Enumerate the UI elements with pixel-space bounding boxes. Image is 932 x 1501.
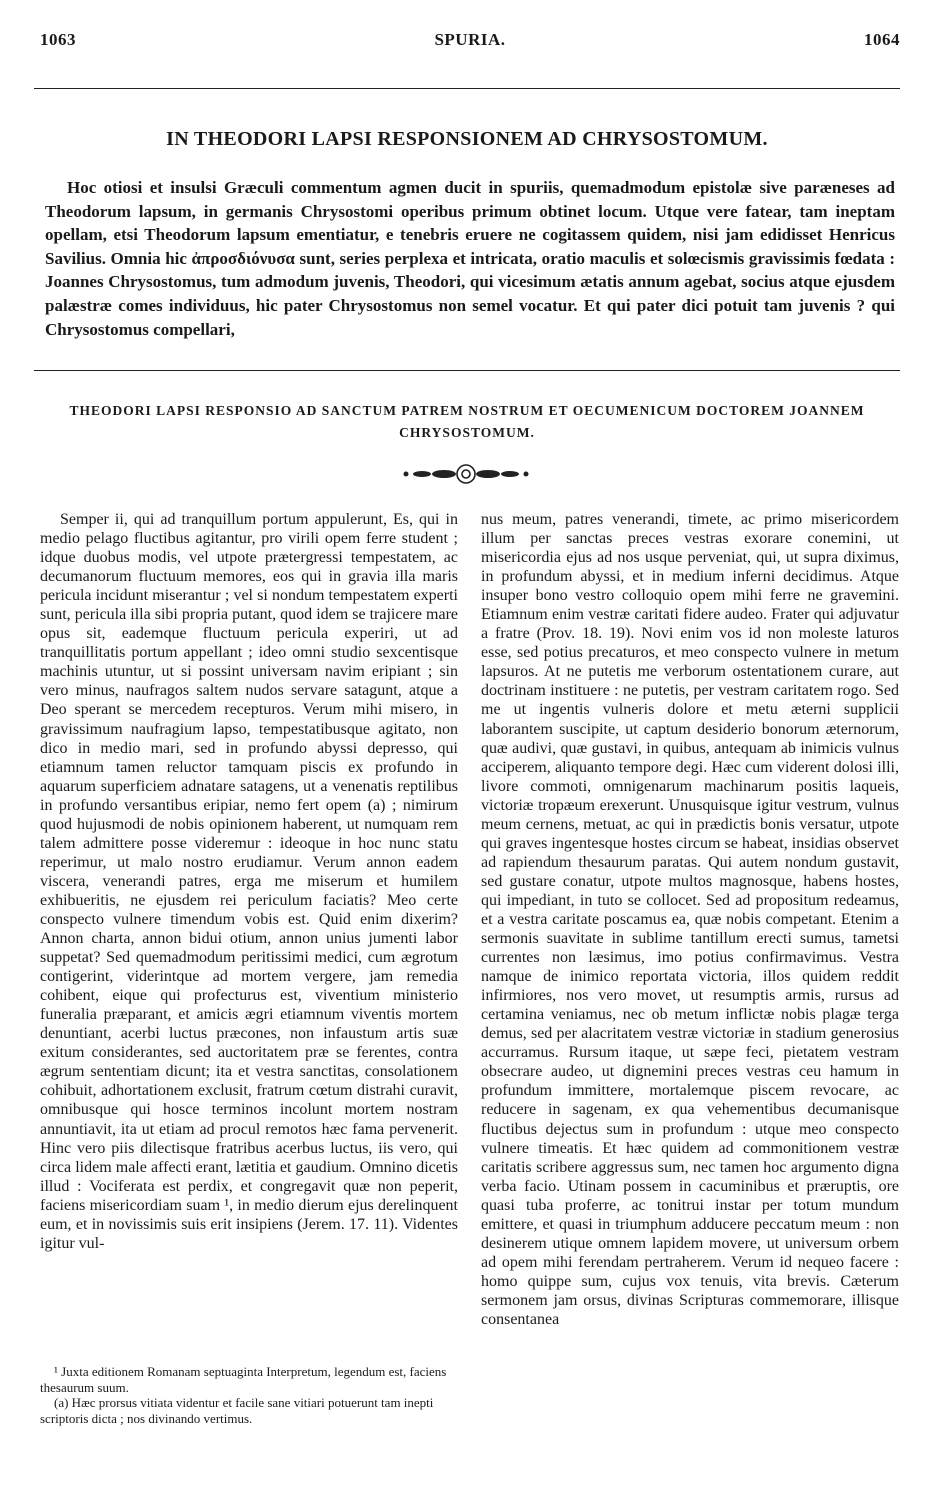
printer-ornament-icon <box>400 462 532 486</box>
document-title: THEODORI LAPSI RESPONSIO AD SANCTUM PATREM NOSTRUM ET OECUMENICUM DOCTOREM JOANNEM CHRYSOSTOMUM. <box>69 403 865 440</box>
section-divider <box>34 370 900 371</box>
footnotes <box>40 1364 458 1426</box>
page-header <box>40 30 900 60</box>
intro-paragraph: Hoc otiosi et insulsi Græculi commentum agmen ducit in spuriis, quemadmodum epistolæ sive paræneses ad Theodorum lapsum, in germanis Chrysostomi operibus primum obtinet locum. Utque vere fatear, tam ineptam opellam, etsi Theodorum lapsum ementiatur, e tenebris eruere ne cogitassem quidem, nisi jam edidisset Henricus Savilius. Omnia hic ἀπροσδιόνυσα sunt, series perplexa et intricata, oratio maculis et solœcismis gravissimis fœdata : Joannes Chrysostomus, tum admodum juvenis, Theodori, qui vicesimum ætatis annum agebat, socius atque ejusdem palæstræ comes individuus, hic pater Chrysostomus non semel vocatur. Et qui pater dici potuit tam juvenis ? qui Chrysostomus compellari, <box>45 178 895 339</box>
text-column-left: Semper ii, qui ad tranquillum portum appulerunt, Es, qui in medio pelago fluctibus agitantur, pro virili opem ferre student ; idque duobus modis, vel utpote prætergressi tempestatem, ac decumanorum fluctuum memores, eos qui in gravia illa maris pericula incidunt miserantur ; vel si nondum tempestatem experti sunt, pericula illa sibi propria putant, quod idem se trajicere mare opus sit, eademque fluctuum pericula experiri, ut ad tranquillitatis portum appellant ; ideo omni studio sexcentisque machinis utuntur, ut si possint universam navim eripiant ; sin vero minus, naufragos saltem nudos servare satagunt, atque a Deo sperant se mercedem recepturos. Verum mihi misero, in gravissimum naufragium lapso, tempestatibusque agitato, non dico in medio mari, sed in profundo abyssi depresso, qui etiamnum tamen reluctor tamquam piscis ex profundo in aquarum superficiem adnatare satagens, ut a venenatis reptilibus in profundo versantibus eripiar, nemo fert opem (a) ; nimirum quod hujusmodi de nobis opinionem haberent, ut numquam rem talem admittere posse videremur : ideoque in hoc nunc statu reperimur, ut malo nostro erudiamur. Verum annon eadem viscera, venerandi patres, erga me miserum et humilem exhibueritis, ne ejusdem rei periculum faciatis? Meo certe conspecto vulnere timendum vobis est. Quid enim dixerim? Annon charta, annon bidui otium, annon unius jumenti labor suppetat? Sed quemadmodum peritissimi medici, cum ægrotum contigerint, viderintque ad mortem vergere, jam remedia cohibent, eique qui profecturus est, viventium ministerio funeralia præparant, et amicis ægri etiamnum viventis mortem denuntiant, acerbi luctus præcones, non infaustum artis suæ exitum considerantes, sed auctoritatem præ se ferentes, contra ægrum sententiam dicunt; ita et vestra sanctitas, consolationem cohibuit, adhortationem exclusit, fratrum cœtum distrahi curavit, omnibusque qui hosce terminos incolunt mortem nostram annuntiavit, ita ut etiam ad procul remotos hæc fama pervenerit. Hinc vero piis dilectisque fratribus acerbus luctus, iis vero, qui circa lidem male affecti erant, lætitia et gaudium. Omnino dicetis illud : Vociferata est perdix, et congregavit quæ non peperit, faciens misericordiam suam ¹, in medio dierum ejus derelinquent eum, et in novissimis suis erit insipiens (Jerem. 17. 11). Videntes igitur vul- <box>40 511 458 1252</box>
column-number-left: 1063 <box>40 30 76 49</box>
footnote-1: ¹ Juxta editionem Romanam septuaginta Interpretum, legendum est, faciens thesaurum suum. <box>40 1364 447 1395</box>
column-number-right: 1064 <box>864 30 900 49</box>
text-column-right: nus meum, patres venerandi, timete, ac primo misericordem illum per sanctas preces vestras exorare conemini, ut misericordia ejus ad nos usque perveniat, qui, ut supra diximus, in profundum abyssi, et in medium inferni decidimus. Atque insuper bono vestro colloquio opem mihi ferre ne gravemini. Etiamnum enim vestræ caritati fidere audeo. Frater qui adjuvatur a fratre (Prov. 18. 19). Novi enim vos id non moleste laturos esse, sed potius precaturos, et meo conspecto vulnere in metum lapsuros. At ne putetis me verborum ostentationem curare, aut doctrinam instituere : ne putetis, per vestram caritatem rogo. Sed me ut ingentis vulneris dolore et metu æterni supplicii laborantem suscipite, ut captum desiderio bonorum æternorum, quæ audivi, quæ gustavi, in quibus, antequam ab inimicis vulnus acciperem, aliquanto tempore degi. Hæc cum viderent dolosi illi, livore commoti, omnigenarum machinarum positis laqueis, victoriæ tropæum erexerunt. Unusquisque igitur vestrum, vulnus meum cernens, metuat, ac qui in prædictis bonis versatur, utpote qui graves ingentesque hostes circum se habeat, insidias observet ad rapiendum thesaurum paratas. Qui autem nondum gustavit, sed gustare conatur, utpote multos magnosque, habens hostes, qui impediant, in tuto se collocet. Sed ad propositum redeamus, et a vestra caritate poscamus ea, quæ nobis competant. Etenim a sermonis suavitate in sublime tantillum erecti sumus, tametsi currentes non læsimus, imo potius confirmavimus. Vestra namque de inimico reportata victoria, illos quidem reddit infirmiores, nos vero movet, ut resumptis armis, rursus ad certamina veniamus, nec ob metum inflictæ nobis plagæ terga demus, sed per alacritatem vestræ victoriæ in stadium generosius accurramus. Rursum itaque, ut sæpe feci, pietatem vestram obsecrare audeo, ut dignemini preces vestras ceu hamum in profundum immittere, mortalemque piscem revocare, ac reducere in sagenam, ex qua vehementibus decumanisque fluctibus dejectus sum in profundum : utque meo conspecto vulnere timeatis. Et hæc quidem ad commonitionem vestræ caritatis scribere aggressus sum, nec tamen hoc argumento digna verba facio. Utinam possem in cacuminibus et præruptis, ore quasi tuba proferre, ac tonitrui instar per totum mundum emittere, et quasi in triumphum adducere peccatum meum : non desinerem utique omnem lapidem movere, ut universum orbem ad opem mihi ferendam pertraherem. Verum id nequeo facere : homo quippe sum, cujus vox tenuis, vita brevis. Cæterum sermonem jam orsus, divinas Scripturas commemorare, illisque consentanea <box>481 511 899 1328</box>
section-title: IN THEODORI LAPSI RESPONSIONEM AD CHRYSOSTOMUM. <box>166 128 768 150</box>
running-head: SPURIA. <box>434 30 506 49</box>
footnote-a: (a) Hæc prorsus vitiata videntur et facile sane vitiari potuerunt tam inepti scriptoris dicta ; nos divinando vertimus. <box>40 1395 434 1426</box>
header-rule <box>34 88 900 89</box>
